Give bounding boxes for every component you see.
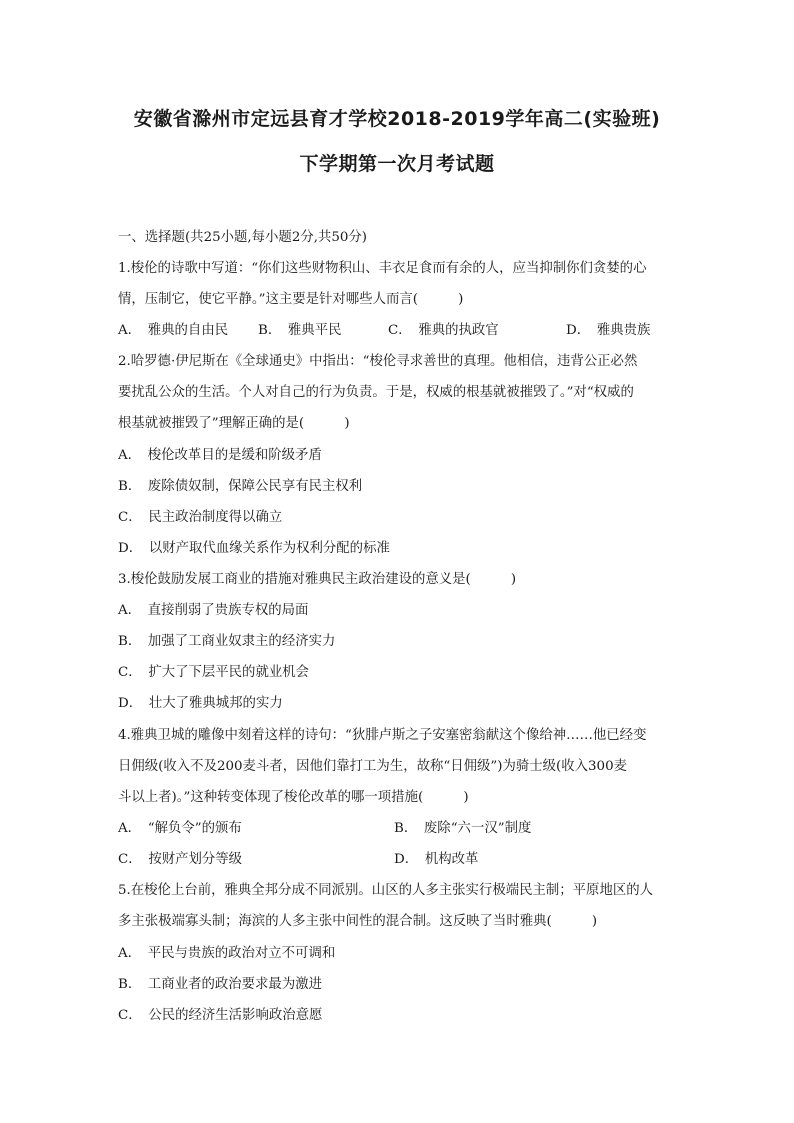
question-3-option-c: C． 扩大了下层平民的就业机会 bbox=[118, 665, 310, 680]
question-1-option-d: D． 雅典贵族 bbox=[566, 323, 651, 338]
question-1-option-c: C． 雅典的执政官 bbox=[388, 323, 499, 338]
question-1-option-b: B． 雅典平民 bbox=[258, 323, 342, 338]
question-2-line-3: 根基就被摧毁了”理解正确的是( ) bbox=[118, 416, 350, 431]
document-title-line-2: 下学期第一次月考试题 bbox=[299, 153, 495, 175]
question-2-option-b: B． 废除债奴制，保障公民享有民主权利 bbox=[118, 479, 363, 494]
question-4-option-b: B． 废除“六一汉”制度 bbox=[394, 821, 532, 836]
question-2-option-c: C． 民主政治制度得以确立 bbox=[118, 510, 283, 525]
question-1-line-1: 1.梭伦的诗歌中写道：“你们这些财物积山、丰衣足食而有余的人，应当抑制你们贪婪的心 bbox=[118, 261, 647, 276]
question-5-line-1: 5.在梭伦上台前，雅典全邦分成不同派别。山区的人多主张实行极端民主制；平原地区的人 bbox=[118, 883, 654, 898]
question-3-line-1: 3.梭伦鼓励发展工商业的措施对雅典民主政治建设的意义是( ) bbox=[118, 572, 517, 587]
question-4-line-3: 斗以上者)。”这种转变体现了梭伦改革的哪一项措施( ) bbox=[118, 790, 469, 805]
question-1-option-a: A． 雅典的自由民 bbox=[118, 323, 229, 338]
question-4-option-d: D． 机构改革 bbox=[394, 852, 479, 867]
question-4-line-1: 4.雅典卫城的雕像中刻着这样的诗句：“狄腓卢斯之子安塞密翁献这个像给神……他已经变 bbox=[118, 728, 647, 743]
question-5-option-c: C． 公民的经济生活影响政治意愿 bbox=[118, 1008, 323, 1023]
question-5-option-a: A． 平民与贵族的政治对立不可调和 bbox=[118, 946, 336, 961]
question-3-option-d: D． 壮大了雅典城邦的实力 bbox=[118, 696, 283, 711]
question-3-option-b: B． 加强了工商业奴隶主的经济实力 bbox=[118, 634, 336, 649]
question-4-option-a: A． “解负令”的颁布 bbox=[118, 821, 242, 836]
question-3-option-a: A． 直接削弱了贵族专权的局面 bbox=[118, 603, 309, 618]
question-5-option-b: B． 工商业者的政治要求最为激进 bbox=[118, 977, 322, 992]
section-heading: 一、选择题(共25小题,每小题2分,共50分) bbox=[118, 230, 368, 245]
question-4-line-2: 日佣级(收入不及200麦斗者，因他们靠打工为生，故称“日佣级”)为骑士级(收入300麦 bbox=[118, 759, 627, 774]
question-2-line-1: 2.哈罗德·伊尼斯在《全球通史》中指出：“梭伦寻求善世的真理。他相信，违背公正必然 bbox=[118, 354, 638, 369]
question-4-option-c: C． 按财产划分等级 bbox=[118, 852, 243, 867]
question-2-option-d: D． 以财产取代血缘关系作为权利分配的标准 bbox=[118, 541, 390, 556]
question-2-line-2: 要扰乱公众的生活。个人对自己的行为负责。于是，权威的根基就被摧毁了。”对“权威的 bbox=[118, 385, 634, 400]
question-2-option-a: A． 梭伦改革目的是缓和阶级矛盾 bbox=[118, 448, 322, 463]
question-1-line-2: 情，压制它，使它平静。”这主要是针对哪些人而言( ) bbox=[118, 292, 464, 307]
question-5-line-2: 多主张极端寡头制；海滨的人多主张中间性的混合制。这反映了当时雅典( ) bbox=[118, 914, 598, 929]
document-title-line-1: 安徽省滁州市定远县育才学校2018-2019学年高二(实验班) bbox=[133, 108, 661, 130]
